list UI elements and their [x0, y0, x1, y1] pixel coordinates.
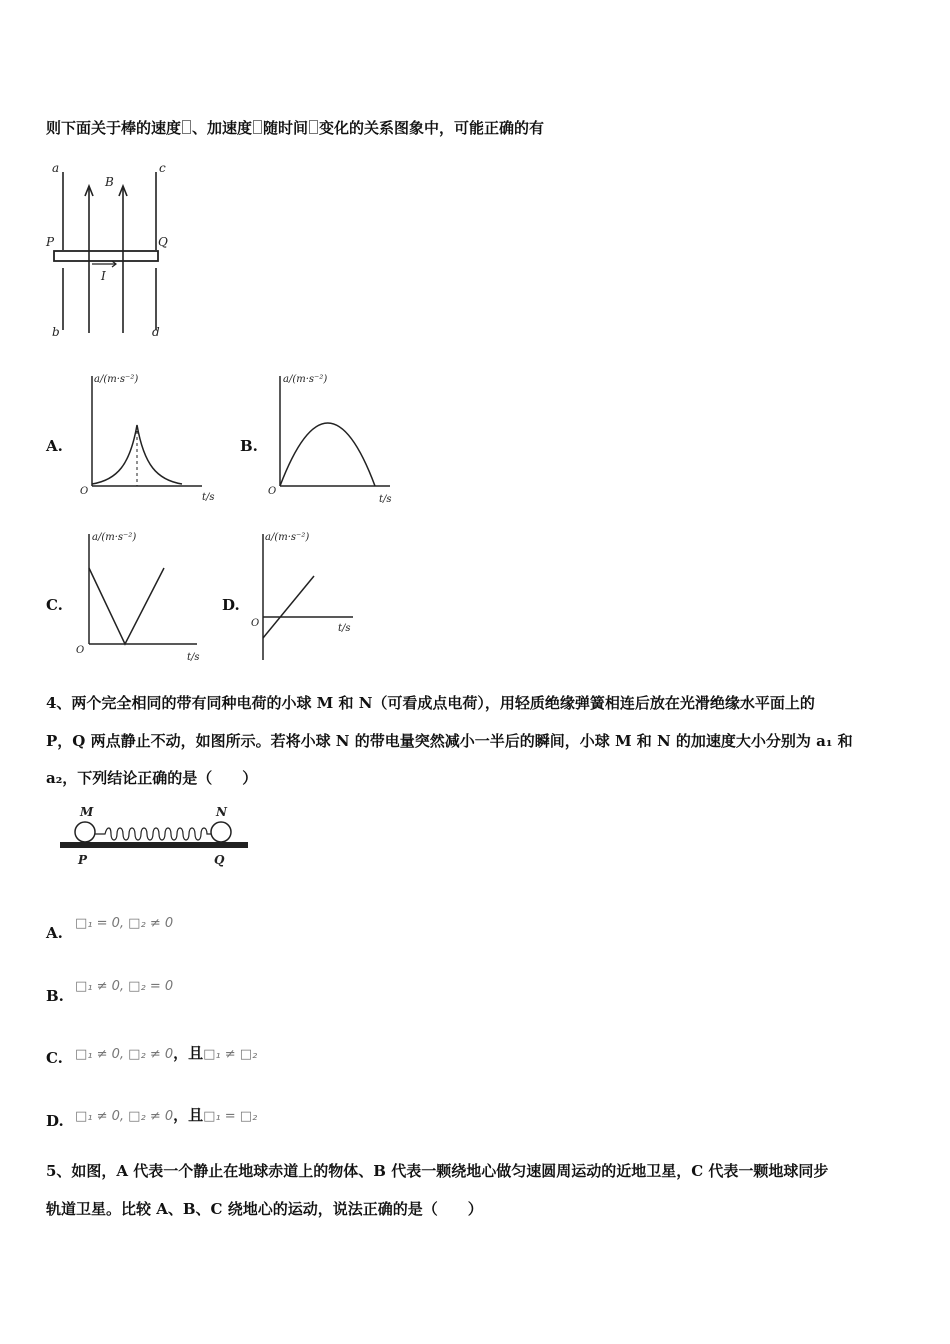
q4-option-d-label[interactable]: D. [46, 1112, 64, 1130]
expr-part2: □₁ = □₂ [203, 1109, 258, 1124]
y-axis-label: a/(m·s⁻²) [92, 532, 137, 543]
q4-stem-line2: P，Q 两点静止不动，如图所示。若将小球 N 的带电量突然减小一半后的瞬间，小球 M 和 N 的加速度大小分别为 a₁ 和 [46, 732, 853, 750]
q4-option-c-label[interactable]: C. [46, 1049, 63, 1067]
q4-option-b-label[interactable]: B. [46, 987, 64, 1005]
q4-option-d-expr[interactable] [75, 1104, 257, 1125]
expr-part1: □₁ ≠ 0, □₂ ≠ 0 [75, 1047, 174, 1062]
label-Q: Q [214, 853, 225, 867]
x-axis-label: t/s [338, 623, 351, 634]
label-Q: Q [158, 235, 168, 249]
q3-option-c-label[interactable]: C. [46, 596, 63, 614]
q4-stem-line1: 4、两个完全相同的带有同种电荷的小球 M 和 N（可看成点电荷），用轻质绝缘弹簧相连后放在光滑绝缘水平面上的 [46, 694, 815, 712]
y-axis-label: a/(m·s⁻²) [283, 374, 328, 385]
ground [60, 842, 248, 848]
q4-spring-figure [58, 804, 253, 872]
label-P: P [78, 853, 88, 867]
q3-stem-part2: 、加速度 [192, 119, 253, 137]
label-a: a [52, 161, 60, 175]
x-axis-label: t/s [379, 494, 392, 505]
curve [89, 568, 164, 644]
origin-label: O [268, 486, 277, 497]
label-M: M [80, 805, 94, 819]
q5-stem-line1: 5、如图，A 代表一个静止在地球赤道上的物体、B 代表一颗绕地心做匀速圆周运动的近地卫星，C 代表一颗地球同步 [46, 1162, 829, 1180]
q4-option-b-expr[interactable]: □₁ ≠ 0, □₂ = 0 [75, 979, 174, 994]
expr-part2: □₁ ≠ □₂ [203, 1047, 258, 1062]
label-N: N [216, 805, 227, 819]
q3-stem [46, 117, 544, 138]
q3-option-b-graph[interactable] [265, 370, 405, 506]
q5-stem-line2: 轨道卫星。比较 A、B、C 绕地心的运动，说法正确的是（ ） [46, 1200, 483, 1218]
ball-m [75, 822, 95, 842]
ball-n [211, 822, 231, 842]
label-d: d [152, 325, 160, 339]
q3-option-b-label[interactable]: B. [240, 437, 258, 455]
q3-option-a-graph[interactable] [72, 370, 232, 506]
q3-stem-part1: 则下面关于棒的速度 [46, 119, 182, 137]
origin-label: O [76, 645, 85, 656]
label-I: I [101, 269, 106, 283]
q4-option-a-expr[interactable]: □₁ = 0, □₂ ≠ 0 [75, 916, 174, 931]
q3-option-d-label[interactable]: D. [222, 596, 240, 614]
q4-stem-line3: a₂，下列结论正确的是（ ） [46, 769, 258, 787]
q4-option-c-expr[interactable] [75, 1042, 257, 1063]
label-c: c [159, 161, 166, 175]
q3-rail-figure [40, 158, 180, 343]
curve [263, 576, 314, 638]
origin-label: O [251, 618, 260, 629]
origin-label: O [80, 486, 89, 497]
expr-conj: ，且 [173, 1106, 204, 1124]
q3-option-c-graph[interactable] [72, 528, 212, 664]
q3-option-a-label[interactable]: A. [46, 437, 63, 455]
q3-option-d-graph[interactable] [248, 528, 368, 664]
x-axis-label: t/s [187, 652, 200, 663]
missing-glyph-icon [309, 120, 318, 134]
missing-glyph-icon [253, 120, 262, 134]
q4-option-a-label[interactable]: A. [46, 924, 63, 942]
x-axis-label: t/s [202, 492, 215, 503]
label-B: B [105, 175, 114, 189]
missing-glyph-icon [182, 120, 191, 134]
y-axis-label: a/(m·s⁻²) [265, 532, 310, 543]
label-P: P [46, 235, 55, 249]
spring [95, 828, 211, 840]
label-b: b [52, 325, 60, 339]
conductor-rod [54, 251, 158, 261]
expr-part1: □₁ ≠ 0, □₂ ≠ 0 [75, 1109, 174, 1124]
curve [280, 423, 375, 486]
q3-stem-part3: 随时间 [263, 119, 309, 137]
y-axis-label: a/(m·s⁻²) [94, 374, 139, 385]
q3-stem-part4: 变化的关系图象中，可能正确的有 [319, 119, 545, 137]
expr-conj: ，且 [173, 1044, 204, 1062]
